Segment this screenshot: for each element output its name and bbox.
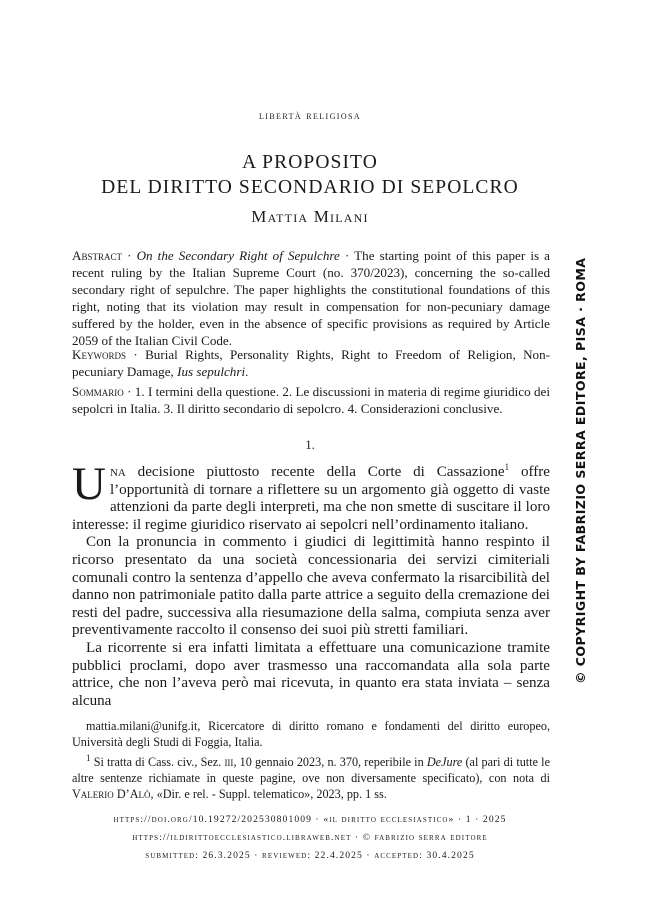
section-label: libertà religiosa [258,110,362,122]
keywords-end: . [245,364,249,379]
paragraph-1-text-a: decisione piuttosto recente della Corte di Cassazione [125,464,505,480]
footnote-text-b: , 10 gennaio 2023, n. 370, reperibile in [233,755,427,769]
footnotes [72,718,550,806]
title-line-1: A PROPOSITO [242,152,378,173]
author-affiliation: mattia.milani@unifg.it, Ricercatore di diritto romano e fondamenti del diritto europeo, Università degli Studi di Foggia, Italia. [72,719,550,749]
footnote-text-a: Si tratta di Cass. civ., Sez. [90,755,225,769]
paragraph-1 [72,458,550,534]
footnote-text-c: (al pari di tutte le altre sentenze richiamate in queste pagine, ove non diversamente specificato), con nota di [72,755,550,785]
footnote-ref-1[interactable]: 1 [504,461,510,472]
footnote-1 [72,754,550,802]
keywords-label: Keywords [72,347,126,362]
footer-dates: submitted: 26.3.2025 · reviewed: 22.4.2025 · accepted: 30.4.2025 [145,850,475,861]
author-name: Mattia Milani [251,207,369,226]
first-word-caps: na [109,464,126,480]
abstract [72,247,550,349]
footnote-text-d: , «Dir. e rel. - Suppl. telematico», 2023, pp. 1 ss. [150,787,387,801]
title-line-2: DEL DIRITTO SECONDARIO DI SEPOLCRO [101,177,519,198]
footnote-number: 1 [86,752,91,763]
paragraph-3: La ricorrente si era infatti limitata a effettuare una comunicazione tramite pubblici proclami, dopo aver trasmesso una raccomandata alla sola parte attrice, che non l’aveva però mai ricevuta, in quanto era stata inviata – senza alcuna [72,639,550,709]
drop-cap: U [72,458,106,510]
summary-text: · 1. I termini della questione. 2. Le discussioni in materia di regime giuridico dei sepolcri in Italia. 3. Il diritto secondario di sepolcro. 4. Considerazioni conclusive. [72,384,550,416]
paragraph-1-text-b: offre l’opportunità di tornare a riflettere su un argomento già oggetto di vaste attenzioni da parte degli interpreti, ma che non smette di suscitare il loro interesse: il regime giuridico riservato ai sepolcri nell’ordinamento italiano. [72,464,550,533]
summary [72,383,550,417]
abstract-label: Abstract [72,248,122,263]
keywords-text: · Burial Rights, Personality Rights, Right to Freedom of Religion, Non-pecuniary Damage, [72,347,550,379]
paragraph-2: Con la pronuncia in commento i giudici di legittimità hanno respinto il ricorso presentato da una società concessionaria dei servizi cimiteriali comunali contro la sentenza d’appello che aveva confermato la risarcibilità del danno non patrimoniale patito dalla parte attrice a seguito della cremazione dei resti del padre, successiva alla riesumazione della salma, compiuta senza aver preventivamente raccolto il consenso dei suoi più stretti familiari. [72,534,550,639]
keywords-italic: Ius sepulchri [177,364,246,379]
footer-url[interactable]: https://ildirittoecclesiastico.libraweb.net · © fabrizio serra editore [132,832,488,843]
abstract-text: · The starting point of this paper is a recent ruling by the Italian Supreme Court (no. 370/2023), concerning the so-called secondary right of sepulchre. The paper highlights the constitutional foundations of this right, noting that its violation may result in compensation for non-pecuniary damage suffered by the holder, even in the absence of specific provisions as required by Article 2059 of the Italian Civil Code. [72,248,550,348]
body-text [72,458,550,710]
keywords [72,346,550,380]
article-title [0,150,620,200]
footnote-italic: DeJure [426,755,463,769]
side-copyright: © COPYRIGHT BY FABRIZIO SERRA EDITORE, PISA · ROMA [573,257,588,684]
abstract-separator: · [121,248,137,263]
abstract-subtitle: On the Secondary Right of Sepulchre [136,248,340,263]
footnote-sez: iii [224,755,234,769]
summary-label: Sommario [72,384,124,399]
footer-doi[interactable]: https://doi.org/10.19272/202530801009 · «il diritto ecclesiastico» · 1 · 2025 [113,814,507,825]
footnote-author: Valerio D’Alò [72,787,151,801]
section-number: 1. [305,438,315,452]
